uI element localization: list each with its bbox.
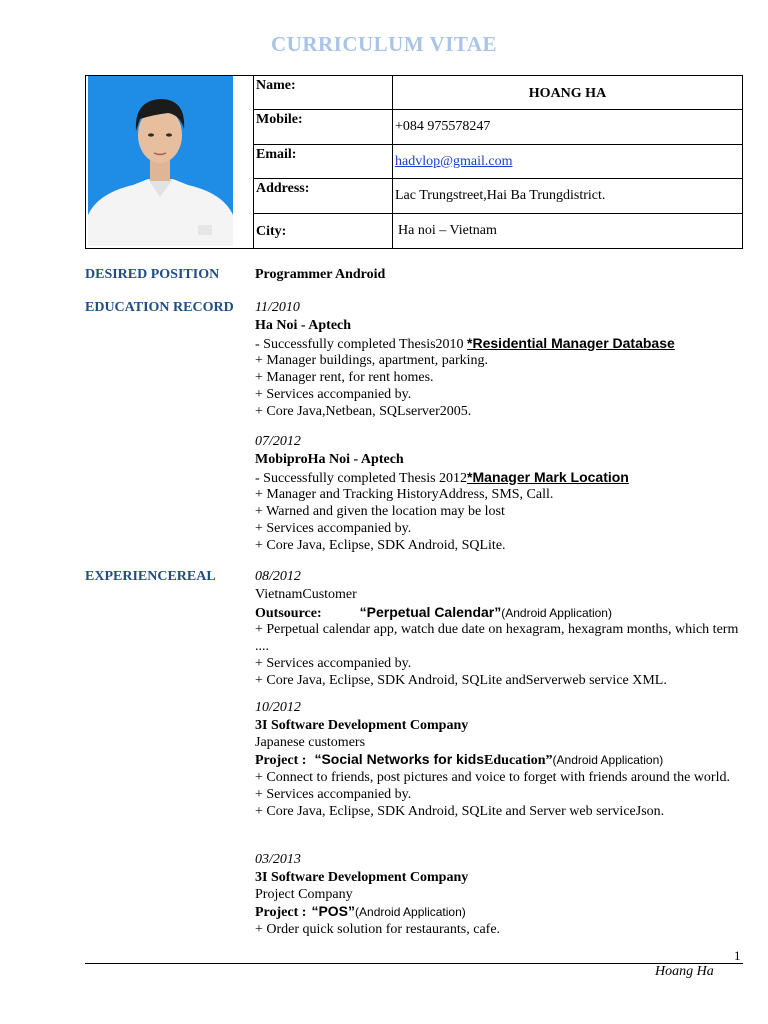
- address-value: Lac Trungstreet,Hai Ba Trungdistrict.: [393, 179, 743, 214]
- education-heading: EDUCATION RECORD: [85, 300, 234, 315]
- entry-intro-line: - Successfully completed Thesis2010 *Residential Manager Database: [255, 334, 675, 352]
- project-title: *Residential Manager Database: [467, 334, 675, 351]
- entry-client: Project Company: [255, 886, 353, 902]
- entry-line: + Connect to friends, post pictures and voice to forget with friends around the world.: [255, 770, 730, 786]
- entry-client: Japanese customers: [255, 734, 366, 750]
- name-value: HOANG HA: [393, 76, 743, 110]
- email-label: Email:: [254, 145, 393, 179]
- entry-line: + Warned and given the location may be lost: [255, 504, 505, 520]
- footer-divider: [85, 963, 743, 964]
- document-title: CURRICULUM VITAE: [271, 32, 497, 56]
- entry-client: VietnamCustomer: [255, 586, 357, 602]
- app-note: (Android Application): [552, 753, 664, 768]
- entry-line: + Core Java, Eclipse, SDK Android, SQLite and Server web serviceJson.: [255, 803, 665, 819]
- project-title: *Manager Mark Location: [467, 468, 629, 485]
- email-link[interactable]: hadvlop@gmail.com: [395, 153, 513, 169]
- profile-photo: [88, 75, 233, 246]
- desired-position-value: Programmer Android: [255, 267, 386, 282]
- entry-date: 07/2012: [255, 434, 301, 449]
- footer-author-name: Hoang Ha: [655, 964, 714, 979]
- email-cell: [393, 145, 743, 179]
- entry-project-line: Project : “Social Networks for kidsEducation”(Android Application): [255, 751, 664, 769]
- entry-intro-line: - Successfully completed Thesis 2012*Manager Mark Location: [255, 468, 629, 486]
- experience-entry-1: [255, 569, 745, 690]
- entry-line: + Manager buildings, apartment, parking.: [255, 353, 489, 369]
- city-label: City:: [254, 214, 393, 249]
- project-title: “Social Networks for kids: [314, 751, 485, 768]
- entry-line: + Manager rent, for rent homes.: [255, 370, 434, 386]
- mobile-label: Mobile:: [254, 110, 393, 145]
- entry-organization: Ha Noi - Aptech: [255, 317, 352, 333]
- entry-company: 3I Software Development Company: [255, 869, 469, 885]
- city-value: Ha noi – Vietnam: [393, 214, 743, 249]
- address-label: Address:: [254, 179, 393, 214]
- entry-line: + Services accompanied by.: [255, 786, 412, 802]
- entry-line: + Services accompanied by.: [255, 386, 412, 402]
- entry-project-line: Outsource: “Perpetual Calendar”(Android Application): [255, 603, 612, 621]
- entry-project-line: Project : “POS”(Android Application): [255, 903, 466, 921]
- education-entry-1: [255, 300, 745, 421]
- photo-frame-left: [85, 75, 86, 249]
- entry-line: + Core Java,Netbean, SQLserver2005.: [255, 403, 472, 419]
- entry-line: + Perpetual calendar app, watch due date on hexagram, hexagram months, which term ....: [255, 622, 739, 655]
- personal-info-table: [253, 75, 743, 249]
- photo-frame-bottom: [85, 248, 253, 249]
- project-title: “Perpetual Calendar”: [359, 603, 502, 620]
- project-title-extra: Education”: [484, 753, 553, 769]
- photo-frame-top: [85, 75, 253, 76]
- page-number: 1: [734, 948, 741, 963]
- name-label: Name:: [254, 76, 393, 110]
- experience-entry-3: [255, 852, 745, 939]
- entry-line: + Manager and Tracking HistoryAddress, SMS, Call.: [255, 487, 554, 503]
- entry-date: 03/2013: [255, 852, 301, 867]
- desired-position-heading: DESIRED POSITION: [85, 267, 220, 282]
- entry-line: + Core Java, Eclipse, SDK Android, SQLite andServerweb service XML.: [255, 672, 667, 688]
- entry-company: 3I Software Development Company: [255, 717, 469, 733]
- entry-organization: MobiproHa Noi - Aptech: [255, 451, 404, 467]
- project-title: “POS”: [311, 903, 356, 920]
- entry-date: 11/2010: [255, 300, 300, 315]
- entry-line: + Services accompanied by.: [255, 520, 412, 536]
- app-note: (Android Application): [501, 605, 612, 620]
- education-entry-2: [255, 434, 745, 555]
- entry-date: 10/2012: [255, 700, 301, 715]
- mobile-value: +084 975578247: [393, 110, 743, 145]
- app-note: (Android Application): [355, 905, 466, 920]
- experience-entry-2: [255, 700, 745, 821]
- experience-heading: EXPERIENCEREAL: [85, 569, 216, 584]
- entry-line: + Core Java, Eclipse, SDK Android, SQLite.: [255, 537, 506, 553]
- entry-date: 08/2012: [255, 569, 301, 584]
- entry-line: + Services accompanied by.: [255, 655, 412, 671]
- entry-line: + Order quick solution for restaurants, cafe.: [255, 922, 501, 938]
